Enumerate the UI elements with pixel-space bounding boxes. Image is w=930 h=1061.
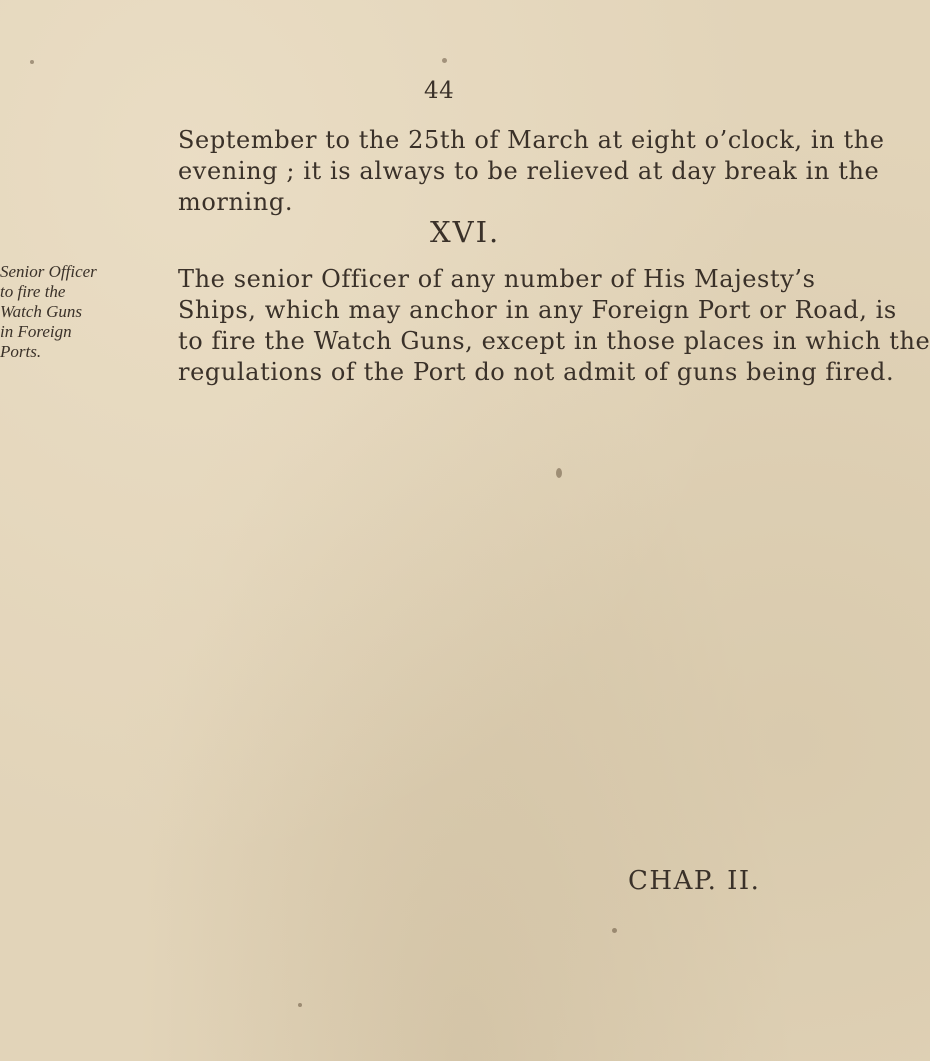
- text-line: Ships, which may anchor in any Foreign Port or Road, is: [178, 296, 897, 324]
- paper-speck: [298, 1003, 302, 1007]
- text-line: to fire the Watch Guns, except in those places in which the: [178, 327, 930, 355]
- text-line: evening ; it is always to be relieved at day break in the: [178, 157, 880, 185]
- paper-speck: [30, 60, 34, 64]
- paper-speck: [556, 468, 562, 478]
- margin-note-line: to fire the: [0, 282, 66, 301]
- section-number-heading: XVI.: [430, 215, 501, 249]
- paper-speck: [442, 58, 447, 63]
- margin-note-line: Watch Guns: [0, 302, 83, 321]
- text-line: September to the 25th of March at eight o’clock, in the: [178, 126, 885, 154]
- page-number: 44: [424, 78, 455, 104]
- margin-note-line: Ports.: [0, 342, 42, 361]
- margin-note: [0, 262, 150, 362]
- margin-note-line: in Foreign: [0, 322, 72, 341]
- text-line: The senior Officer of any number of His Majesty’s: [178, 265, 816, 293]
- paragraph-continuation: [178, 125, 885, 218]
- catchword: CHAP. II.: [628, 866, 761, 896]
- margin-note-line: Senior Officer: [0, 262, 97, 281]
- text-line: morning.: [178, 188, 294, 216]
- paper-speck: [612, 928, 617, 933]
- text-line: regulations of the Port do not admit of guns being fired.: [178, 358, 895, 386]
- paragraph-section-xvi: [178, 264, 930, 388]
